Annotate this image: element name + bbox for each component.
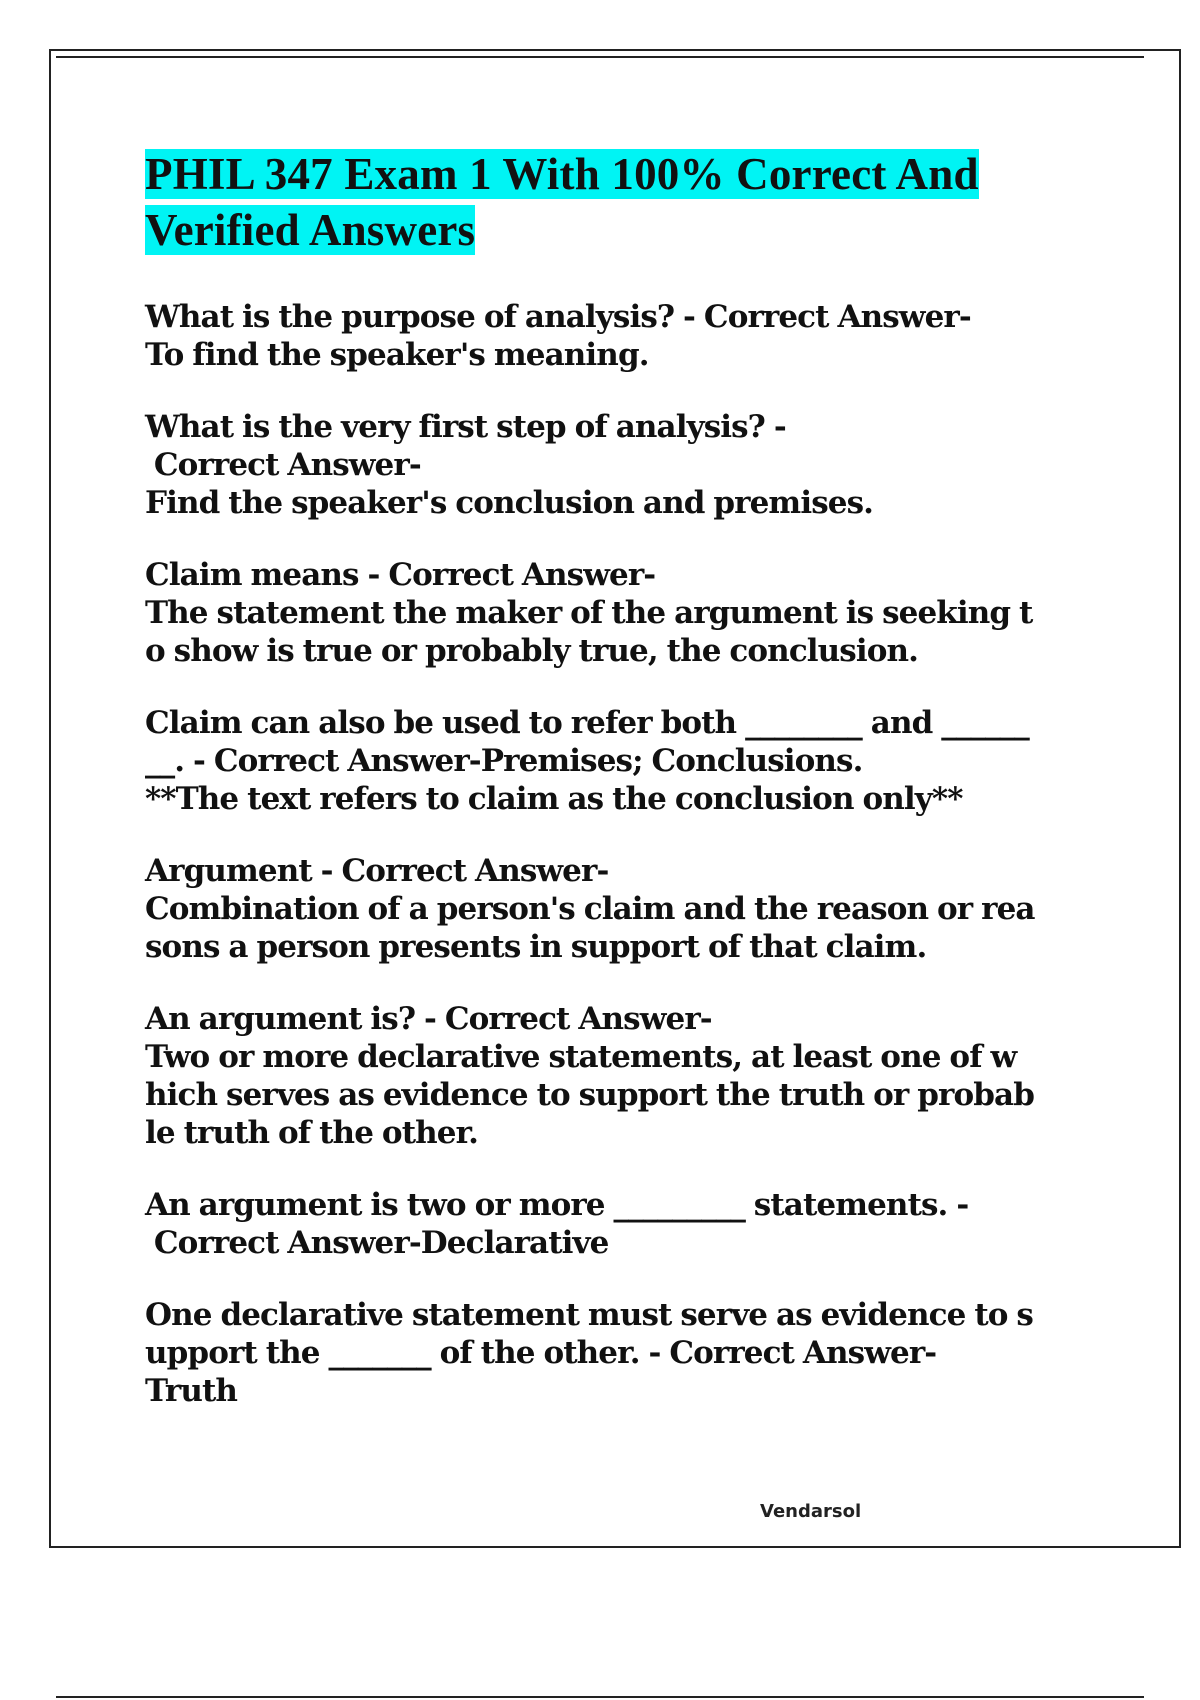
- qa-item: One declarative statement must serve as evidence to s upport the _______ of the other. - Correct Answer- Truth: [145, 1297, 1033, 1409]
- qa-item: An argument is? - Correct Answer- Two or more declarative statements, at least one of w hich serves as evidence to support the truth or probab le truth of the other.: [145, 1001, 1034, 1151]
- document-body: [145, 146, 1105, 1444]
- qa-item: Claim can also be used to refer both ________ and ______ __. - Correct Answer-Premises; Conclusions. **The text refers to claim as the conclusion only**: [145, 705, 1029, 817]
- qa-item: What is the purpose of analysis? - Correct Answer- To find the speaker's meaning.: [145, 299, 971, 373]
- document-title: [145, 146, 1105, 258]
- qa-item: Claim means - Correct Answer- The statement the maker of the argument is seeking t o show is true or probably true, the conclusion.: [145, 557, 1033, 669]
- title-highlight: PHIL 347 Exam 1 With 100% Correct And Verified Answers: [145, 149, 979, 255]
- bottom-rule: [56, 1696, 1144, 1698]
- top-rule: [56, 56, 1144, 58]
- qa-item: What is the very first step of analysis? - Correct Answer- Find the speaker's conclusion and premises.: [145, 409, 874, 521]
- qa-item: Argument - Correct Answer- Combination of a person's claim and the reason or rea sons a person presents in support of that claim.: [145, 853, 1035, 965]
- qa-item: An argument is two or more _________ statements. - Correct Answer-Declarative: [145, 1187, 969, 1261]
- footer-vendor-name: Vendarsol: [760, 1501, 862, 1522]
